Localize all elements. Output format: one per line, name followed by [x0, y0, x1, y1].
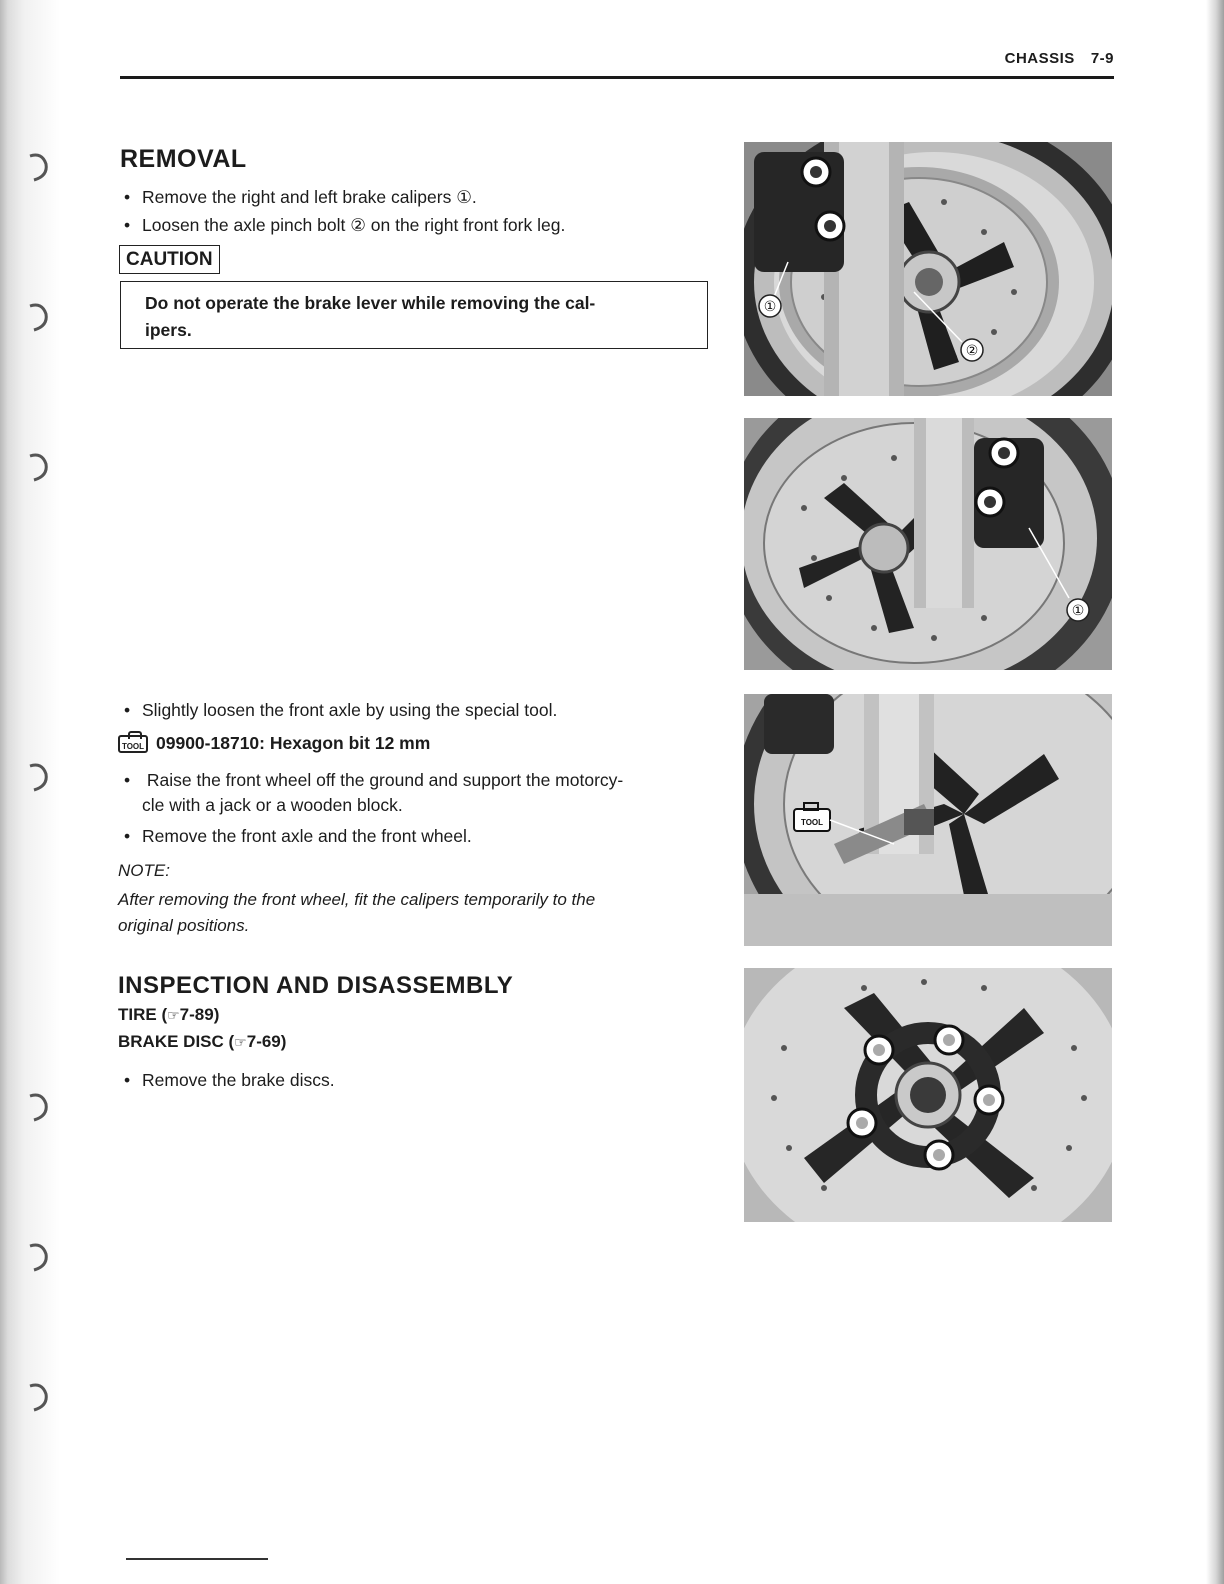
callout-2: ② [965, 343, 979, 359]
disc-label: BRAKE DISC ( [118, 1032, 235, 1051]
binder-edge [0, 0, 60, 1584]
binder-hole [28, 300, 50, 332]
footer-rule [126, 1558, 268, 1560]
note-label: NOTE: [118, 861, 170, 880]
tire-reference [118, 1005, 219, 1025]
note-line-2: original positions. [118, 916, 250, 935]
running-header [989, 50, 1114, 67]
raise-line-2: cle with a jack or a wooden block. [142, 795, 403, 815]
binder-hole [28, 1090, 50, 1122]
binder-hole [28, 760, 50, 792]
caution-label: CAUTION [119, 245, 220, 274]
note-line-1: After removing the front wheel, fit the calipers temporarily to the [118, 890, 596, 909]
tool-icon-label: TOOL [800, 818, 824, 827]
page-number: 7-9 [1090, 50, 1114, 67]
callout-1: ① [763, 299, 777, 315]
binder-hole [28, 1240, 50, 1272]
reference-icon: ☞ [234, 1034, 247, 1050]
caution-box [120, 281, 708, 349]
header-rule [120, 76, 1114, 79]
tool-number: 09900-18710: Hexagon bit 12 mm [156, 733, 431, 753]
note-text [118, 887, 718, 939]
brake-disc-reference [118, 1032, 286, 1052]
bullet-raise-wheel [124, 768, 732, 818]
section-name: CHASSIS [1004, 50, 1075, 67]
bullet-loosen-axle: • Slightly loosen the front axle by using the special tool. [124, 698, 732, 723]
tool-icon: TOOL [118, 735, 148, 753]
special-tool-line [118, 733, 430, 754]
bullet-loosen-pinch-bolt: • Loosen the axle pinch bolt ② on the right front fork leg. [124, 213, 732, 238]
bullet-remove-discs: • Remove the brake discs. [124, 1068, 732, 1093]
removal-heading: REMOVAL [120, 145, 247, 173]
photo-axle-loosening [744, 694, 1112, 946]
caution-line-2: ipers. [145, 320, 192, 340]
page-edge-shadow [1206, 0, 1224, 1584]
binder-hole [28, 1380, 50, 1412]
binder-hole [28, 150, 50, 182]
caution-line-1: Do not operate the brake lever while removing the cal- [145, 293, 596, 313]
binder-hole [28, 450, 50, 482]
photo-caliper-left-side [744, 418, 1112, 670]
tire-page-ref: 7-89) [179, 1005, 220, 1024]
tire-label: TIRE ( [118, 1005, 168, 1024]
reference-icon: ☞ [167, 1007, 180, 1023]
raise-line-1: Raise the front wheel off the ground and support the motorcy- [146, 770, 624, 790]
callout-1: ① [1071, 603, 1085, 619]
inspection-heading: INSPECTION AND DISASSEMBLY [118, 972, 514, 999]
photo-caliper-removal [744, 142, 1112, 396]
bullet-remove-axle: • Remove the front axle and the front wheel. [124, 824, 732, 849]
disc-page-ref: 7-69) [246, 1032, 287, 1051]
bullet-remove-calipers: • Remove the right and left brake calipers ①. [124, 185, 732, 210]
photo-brake-disc-bolts [744, 968, 1112, 1222]
